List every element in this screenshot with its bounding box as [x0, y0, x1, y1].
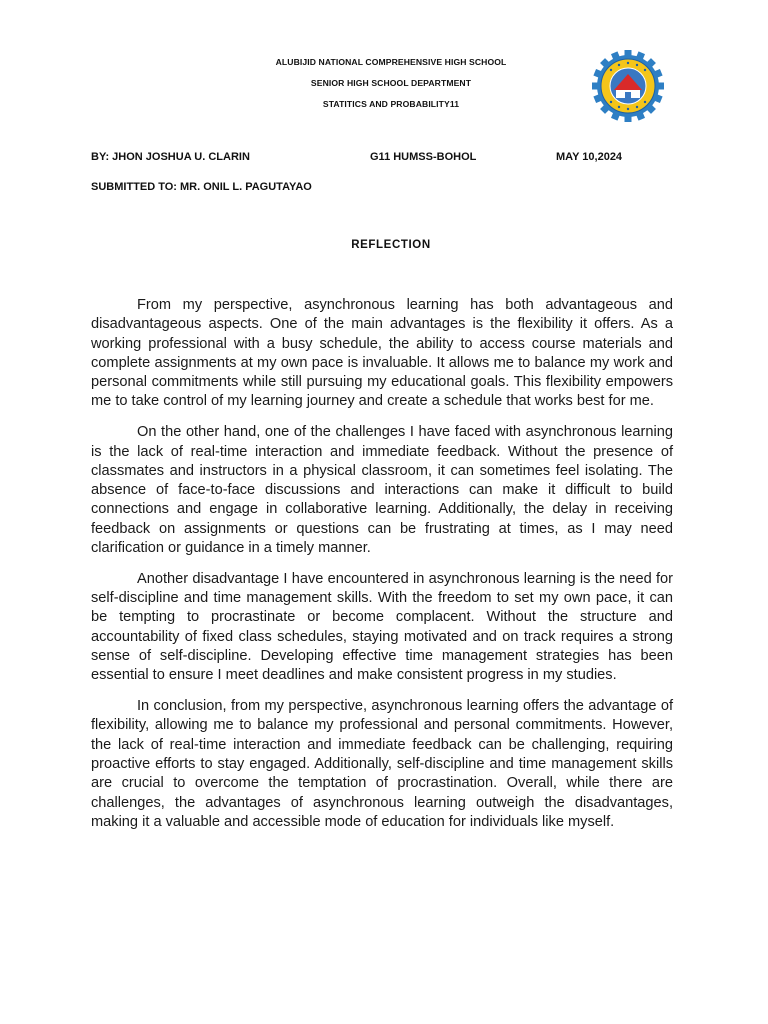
school-name: ALUBIJID NATIONAL COMPREHENSIVE HIGH SCHOOL: [275, 57, 507, 67]
submitted-to: SUBMITTED TO: MR. ONIL L. PAGUTAYAO: [91, 181, 312, 193]
submission-date: MAY 10,2024: [556, 151, 623, 163]
author-name: BY: JHON JOSHUA U. CLARIN: [91, 151, 250, 163]
department-name: SENIOR HIGH SCHOOL DEPARTMENT: [310, 78, 472, 88]
paragraph-3: Another disadvantage I have encountered in asynchronous learning is the need for self-discipline and time management skills. With the freedom to set my own pace, it can be tempting to procrastinate or become complacent. Without the structure and accountability of fixed class schedules, staying motivated and on track requires a strong sense of self-discipline. Developing effective time management strategies has been essential to ensure I meet deadlines and make consistent progress in my studies.: [91, 570, 673, 684]
paragraph-1: From my perspective, asynchronous learning has both advantageous and disadvantageous aspects. One of the main advantages is the flexibility it offers. As a working professional with a busy schedule, the ability to access course materials and complete assignments at my own pace is invaluable. It allows me to balance my work and personal commitments while still pursuing my educational goals. This flexibility empowers me to take control of my learning journey and create a schedule that works best for me.: [91, 297, 673, 410]
paragraph-2: On the other hand, one of the challenges I have faced with asynchronous learning is the lack of real-time interaction and immediate feedback. Without the presence of classmates and instructors in a physical classroom, it can sometimes feel isolating. The absence of face-to-face discussions and interactions can make it difficult to build connections and engage in collaborative learning. Additionally, the delay in receiving feedback on assignments or questions can be frustrating at times, as I may need clarification or guidance in a timely manner.: [91, 424, 673, 557]
school-seal-icon: [592, 50, 664, 122]
section-name: G11 HUMSS-BOHOL: [370, 151, 477, 163]
subject-name: STATITICS AND PROBABILITY11: [322, 99, 460, 109]
reflection-body: [91, 296, 673, 844]
document-title: REFLECTION: [351, 239, 431, 251]
paragraph-4: In conclusion, from my perspective, asynchronous learning offers the advantage of flexibility, allowing me to balance my professional and personal commitments. However, the lack of real-time interaction and immediate feedback can be challenging, requiring proactive efforts to stay engaged. Additionally, self-discipline and time management skills are crucial to overcome the temptation of procrastination. Overall, while there are challenges, the advantages of asynchronous learning outweigh the disadvantages, making it a valuable and accessible mode of education for individuals like myself.: [91, 698, 673, 830]
